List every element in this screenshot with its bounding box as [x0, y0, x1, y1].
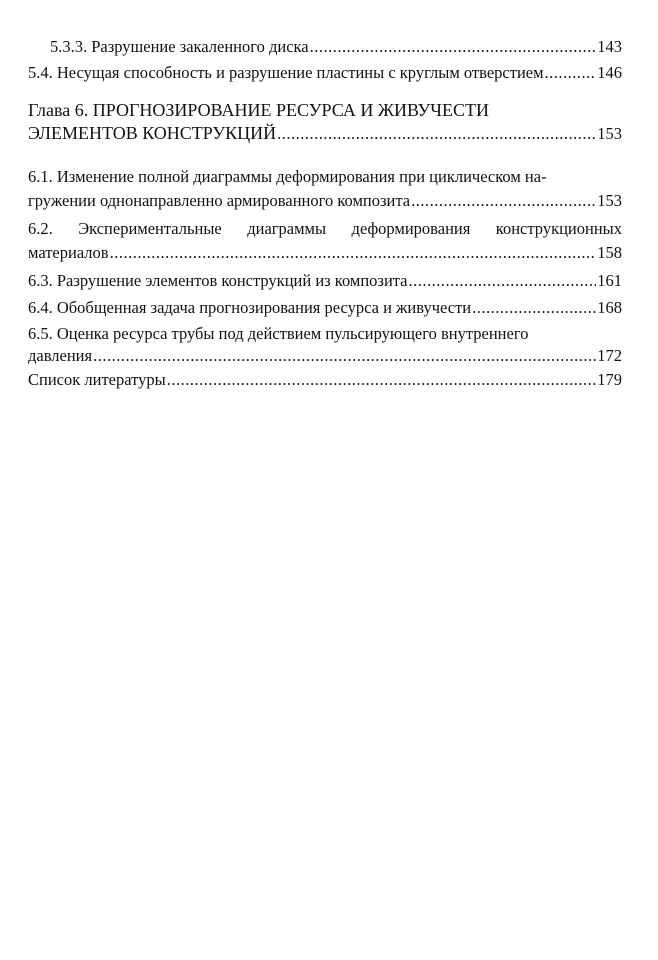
page-number: 179 — [597, 370, 622, 389]
dot-leader — [472, 298, 596, 318]
entry-title: гружении однонаправленно армированного композита — [28, 191, 411, 210]
toc-entry-6-2[interactable] — [28, 243, 622, 263]
page-number: 168 — [597, 298, 622, 317]
entry-title: Список литературы — [28, 370, 166, 389]
dot-leader — [110, 243, 597, 263]
dot-leader — [310, 37, 597, 57]
toc-entry-5-4[interactable] — [28, 63, 622, 83]
entry-title: 6.3. Разрушение элементов конструкций из композита — [28, 271, 408, 290]
entry-title: 5.4. Несущая способность и разрушение пластины с круглым отверстием — [28, 63, 544, 82]
entry-title: 5.3.3. Разрушение закаленного диска — [50, 37, 309, 56]
dot-leader — [545, 63, 597, 83]
toc-entry-6-2-line1: 6.2. Экспериментальные диаграммы деформирования конструкционных — [28, 219, 622, 238]
chapter-6-title-line1: Глава 6. ПРОГНОЗИРОВАНИЕ РЕСУРСА И ЖИВУЧЕСТИ — [28, 100, 489, 120]
page-number: 161 — [597, 271, 622, 290]
dot-leader — [93, 346, 596, 366]
page-number: 153 — [597, 124, 622, 143]
toc-entry-6-5-line1: 6.5. Оценка ресурса трубы под действием пульсирующего внутреннего — [28, 324, 529, 343]
page-number: 158 — [597, 243, 622, 262]
toc-entry-chapter-6[interactable] — [28, 123, 622, 144]
page-number: 153 — [597, 191, 622, 210]
toc-entry-6-4[interactable] — [28, 298, 622, 318]
dot-leader — [277, 124, 596, 144]
toc-entry-6-1-line1: 6.1. Изменение полной диаграммы деформирования при циклическом на- — [28, 167, 547, 186]
page-number: 143 — [597, 37, 622, 56]
toc-entry-references[interactable] — [28, 370, 622, 390]
entry-title: 6.4. Обобщенная задача прогнозирования ресурса и живучести — [28, 298, 472, 317]
toc-entry-6-1[interactable] — [28, 191, 622, 211]
dot-leader — [167, 370, 597, 390]
page-number: 172 — [597, 346, 622, 365]
page-number: 146 — [597, 63, 622, 82]
toc-entry-6-5[interactable] — [28, 346, 622, 366]
entry-title: давления — [28, 346, 93, 365]
entry-title: ЭЛЕМЕНТОВ КОНСТРУКЦИЙ — [28, 123, 277, 143]
toc-entry-5-3-3[interactable] — [50, 37, 622, 57]
entry-title: материалов — [28, 243, 109, 262]
dot-leader — [409, 271, 597, 291]
dot-leader — [411, 191, 596, 211]
toc-entry-6-3[interactable] — [28, 271, 622, 291]
